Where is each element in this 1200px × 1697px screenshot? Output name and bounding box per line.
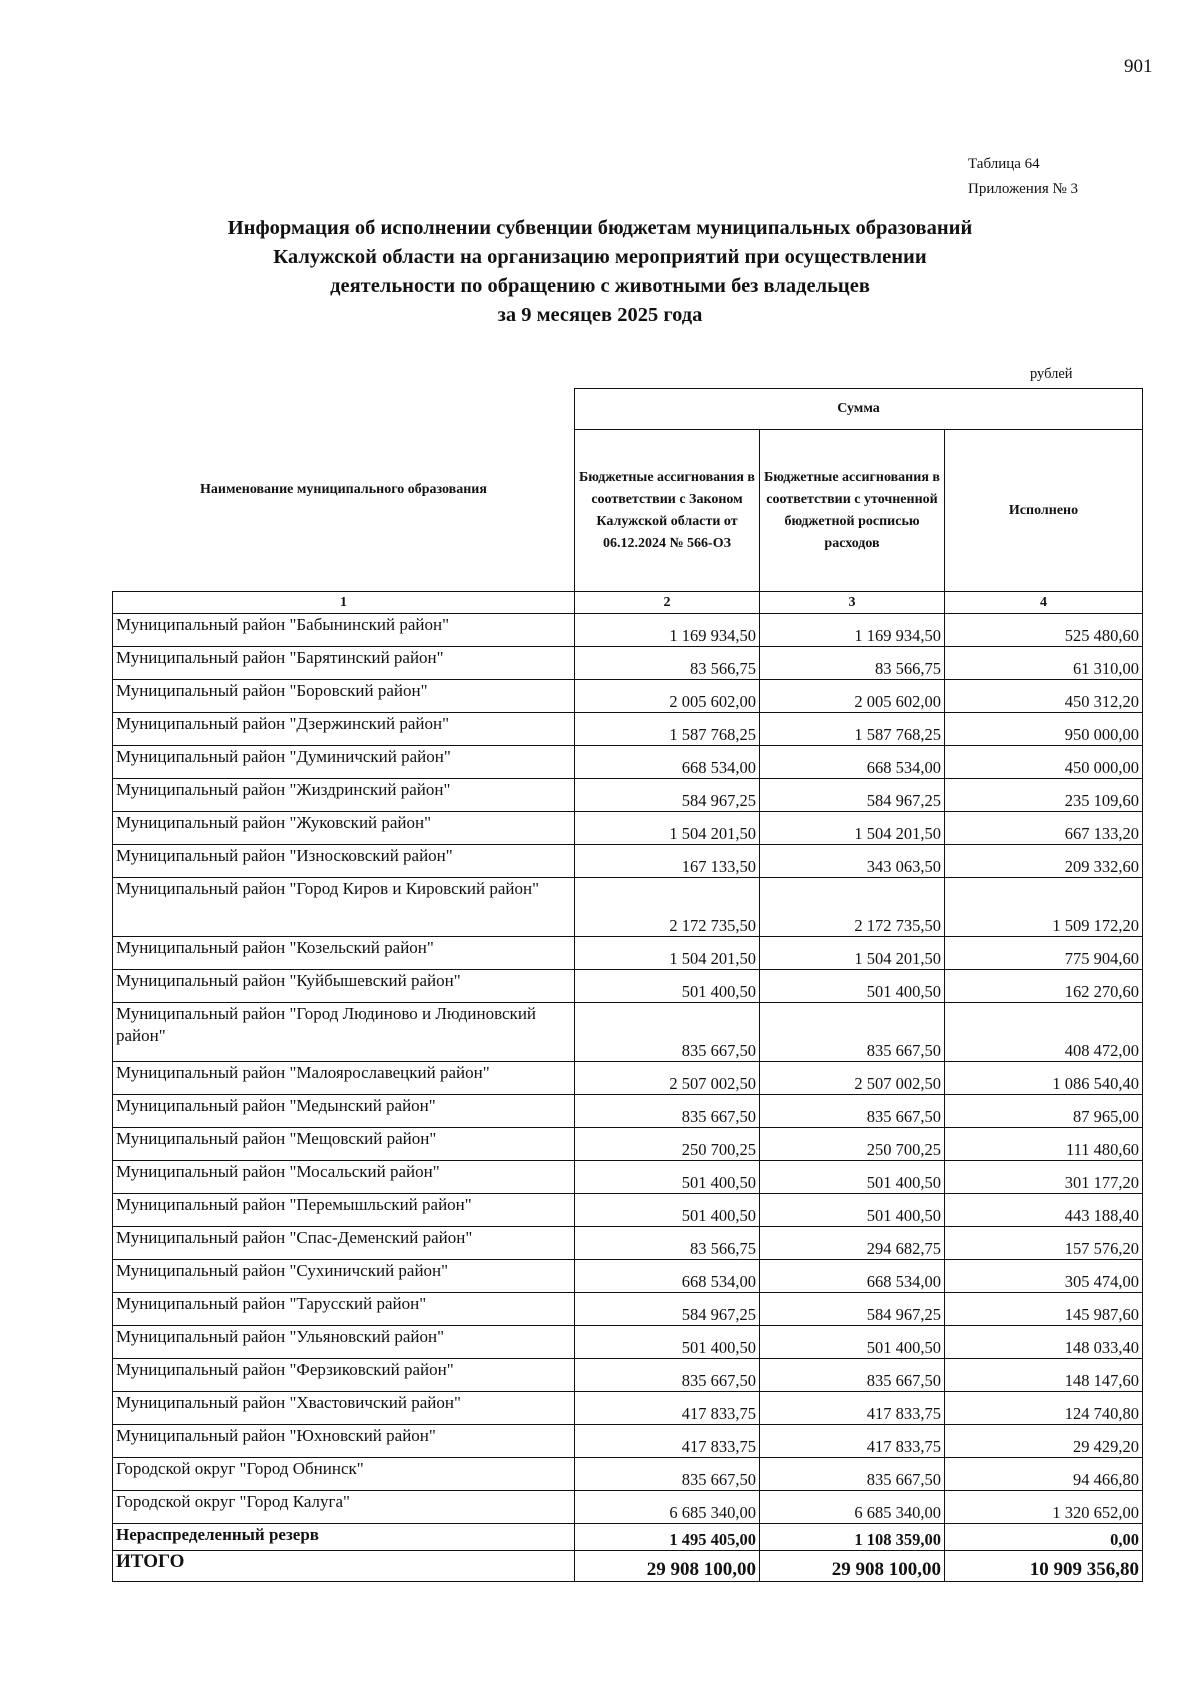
table-row	[113, 1003, 1143, 1062]
executed-value: 87 965,00	[945, 1095, 1143, 1128]
executed-value: 157 576,20	[945, 1227, 1143, 1260]
municipality-name: Муниципальный район "Думиничский район"	[113, 746, 575, 779]
table-row	[113, 746, 1143, 779]
table-row	[113, 1491, 1143, 1524]
law-allocation-value: 668 534,00	[575, 746, 760, 779]
municipality-name: Муниципальный район "Куйбышевский район"	[113, 970, 575, 1003]
executed-value: 10 909 356,80	[945, 1551, 1143, 1582]
law-allocation-value: 584 967,25	[575, 779, 760, 812]
law-allocation-value: 83 566,75	[575, 1227, 760, 1260]
revised-allocation-value: 501 400,50	[760, 1194, 945, 1227]
header-name: Наименование муниципального образования	[113, 389, 575, 592]
revised-allocation-value: 501 400,50	[760, 1326, 945, 1359]
law-allocation-value: 83 566,75	[575, 647, 760, 680]
executed-value: 301 177,20	[945, 1161, 1143, 1194]
header-sum: Сумма	[575, 389, 1143, 430]
revised-allocation-value: 835 667,50	[760, 1095, 945, 1128]
law-allocation-value: 835 667,50	[575, 1095, 760, 1128]
header-executed: Исполнено	[945, 430, 1143, 592]
executed-value: 111 480,60	[945, 1128, 1143, 1161]
municipality-name: Муниципальный район "Мосальский район"	[113, 1161, 575, 1194]
table-row	[113, 1062, 1143, 1095]
revised-allocation-value: 501 400,50	[760, 1161, 945, 1194]
law-allocation-value: 501 400,50	[575, 1194, 760, 1227]
executed-value: 667 133,20	[945, 812, 1143, 845]
table-row	[113, 1095, 1143, 1128]
table-body	[113, 614, 1143, 1582]
revised-allocation-value: 417 833,75	[760, 1425, 945, 1458]
title-line: за 9 месяцев 2025 года	[497, 304, 703, 326]
law-allocation-value: 2 005 602,00	[575, 680, 760, 713]
law-allocation-value: 835 667,50	[575, 1458, 760, 1491]
revised-allocation-value: 6 685 340,00	[760, 1491, 945, 1524]
executed-value: 235 109,60	[945, 779, 1143, 812]
executed-value: 408 472,00	[945, 1003, 1143, 1062]
column-number: 1	[113, 592, 575, 614]
law-allocation-value: 501 400,50	[575, 970, 760, 1003]
revised-allocation-value: 835 667,50	[760, 1003, 945, 1062]
revised-allocation-value: 343 063,50	[760, 845, 945, 878]
header-law-allocations: Бюджетные ассигнования в соответствии с Законом Калужской области от 06.12.2024 № 566-ОЗ	[575, 430, 760, 592]
law-allocation-value: 29 908 100,00	[575, 1551, 760, 1582]
revised-allocation-value: 83 566,75	[760, 647, 945, 680]
table-row	[113, 1194, 1143, 1227]
law-allocation-value: 6 685 340,00	[575, 1491, 760, 1524]
executed-value: 124 740,80	[945, 1392, 1143, 1425]
law-allocation-value: 1 495 405,00	[575, 1524, 760, 1551]
municipality-name: ИТОГО	[113, 1551, 575, 1582]
column-number: 3	[760, 592, 945, 614]
table-row	[113, 1425, 1143, 1458]
municipality-name: Муниципальный район "Козельский район"	[113, 937, 575, 970]
municipality-name: Муниципальный район "Юхновский район"	[113, 1425, 575, 1458]
law-allocation-value: 1 504 201,50	[575, 812, 760, 845]
municipality-name: Городской округ "Город Калуга"	[113, 1491, 575, 1524]
law-allocation-value: 2 172 735,50	[575, 878, 760, 937]
subvention-table	[112, 388, 1143, 1582]
law-allocation-value: 501 400,50	[575, 1161, 760, 1194]
law-allocation-value: 835 667,50	[575, 1003, 760, 1062]
table-row	[113, 1458, 1143, 1491]
law-allocation-value: 250 700,25	[575, 1128, 760, 1161]
law-allocation-value: 167 133,50	[575, 845, 760, 878]
revised-allocation-value: 668 534,00	[760, 1260, 945, 1293]
executed-value: 1 509 172,20	[945, 878, 1143, 937]
municipality-name: Муниципальный район "Мещовский район"	[113, 1128, 575, 1161]
revised-allocation-value: 501 400,50	[760, 970, 945, 1003]
table-row	[113, 812, 1143, 845]
table-row	[113, 713, 1143, 746]
revised-allocation-value: 417 833,75	[760, 1392, 945, 1425]
header-revised-allocations: Бюджетные ассигнования в соответствии с уточненной бюджетной росписью расходов	[760, 430, 945, 592]
revised-allocation-value: 1 169 934,50	[760, 614, 945, 647]
municipality-name: Городской округ "Город Обнинск"	[113, 1458, 575, 1491]
revised-allocation-value: 1 108 359,00	[760, 1524, 945, 1551]
title-line: Калужской области на организацию мероприятий при осуществлении	[273, 246, 927, 268]
municipality-name: Муниципальный район "Дзержинский район"	[113, 713, 575, 746]
executed-value: 94 466,80	[945, 1458, 1143, 1491]
law-allocation-value: 501 400,50	[575, 1326, 760, 1359]
revised-allocation-value: 294 682,75	[760, 1227, 945, 1260]
municipality-name: Муниципальный район "Перемышльский район"	[113, 1194, 575, 1227]
table-row	[113, 614, 1143, 647]
units-label: рублей	[1030, 366, 1073, 382]
table-row	[113, 1293, 1143, 1326]
executed-value: 450 312,20	[945, 680, 1143, 713]
column-number: 4	[945, 592, 1143, 614]
municipality-name: Муниципальный район "Износковский район"	[113, 845, 575, 878]
appendix-number: Приложения № 3	[968, 181, 1079, 197]
law-allocation-value: 417 833,75	[575, 1425, 760, 1458]
municipality-name: Муниципальный район "Ферзиковский район"	[113, 1359, 575, 1392]
table-reference	[968, 152, 1078, 202]
table-row	[113, 878, 1143, 937]
municipality-name: Муниципальный район "Сухиничский район"	[113, 1260, 575, 1293]
revised-allocation-value: 2 507 002,50	[760, 1062, 945, 1095]
municipality-name: Муниципальный район "Город Киров и Кировский район"	[113, 878, 575, 937]
column-number: 2	[575, 592, 760, 614]
table-row	[113, 779, 1143, 812]
executed-value: 148 033,40	[945, 1326, 1143, 1359]
revised-allocation-value: 835 667,50	[760, 1359, 945, 1392]
law-allocation-value: 1 169 934,50	[575, 614, 760, 647]
municipality-name: Муниципальный район "Медынский район"	[113, 1095, 575, 1128]
table-number: Таблица 64	[968, 156, 1040, 172]
revised-allocation-value: 835 667,50	[760, 1458, 945, 1491]
executed-value: 29 429,20	[945, 1425, 1143, 1458]
revised-allocation-value: 2 172 735,50	[760, 878, 945, 937]
revised-allocation-value: 584 967,25	[760, 779, 945, 812]
municipality-name: Муниципальный район "Спас-Деменский район"	[113, 1227, 575, 1260]
title-line: деятельности по обращению с животными без владельцев	[330, 275, 870, 297]
executed-value: 209 332,60	[945, 845, 1143, 878]
law-allocation-value: 584 967,25	[575, 1293, 760, 1326]
revised-allocation-value: 29 908 100,00	[760, 1551, 945, 1582]
executed-value: 0,00	[945, 1524, 1143, 1551]
table-row	[113, 680, 1143, 713]
executed-value: 950 000,00	[945, 713, 1143, 746]
executed-value: 1 320 652,00	[945, 1491, 1143, 1524]
municipality-name: Муниципальный район "Ульяновский район"	[113, 1326, 575, 1359]
executed-value: 61 310,00	[945, 647, 1143, 680]
municipality-name: Муниципальный район "Город Людиново и Людиновский район"	[113, 1003, 575, 1062]
municipality-name: Муниципальный район "Малоярославецкий район"	[113, 1062, 575, 1095]
municipality-name: Нераспределенный резерв	[113, 1524, 575, 1551]
document-title	[150, 214, 1050, 330]
municipality-name: Муниципальный район "Жуковский район"	[113, 812, 575, 845]
table-row	[113, 1227, 1143, 1260]
table-row	[113, 1161, 1143, 1194]
table-row	[113, 1524, 1143, 1551]
table-row	[113, 845, 1143, 878]
title-line: Информация об исполнении субвенции бюджетам муниципальных образований	[227, 217, 973, 239]
executed-value: 443 188,40	[945, 1194, 1143, 1227]
table-row	[113, 1326, 1143, 1359]
law-allocation-value: 1 504 201,50	[575, 937, 760, 970]
law-allocation-value: 668 534,00	[575, 1260, 760, 1293]
revised-allocation-value: 1 504 201,50	[760, 937, 945, 970]
revised-allocation-value: 2 005 602,00	[760, 680, 945, 713]
table-row	[113, 1359, 1143, 1392]
executed-value: 525 480,60	[945, 614, 1143, 647]
municipality-name: Муниципальный район "Бабынинский район"	[113, 614, 575, 647]
revised-allocation-value: 250 700,25	[760, 1128, 945, 1161]
executed-value: 450 000,00	[945, 746, 1143, 779]
executed-value: 145 987,60	[945, 1293, 1143, 1326]
executed-value: 775 904,60	[945, 937, 1143, 970]
municipality-name: Муниципальный район "Тарусский район"	[113, 1293, 575, 1326]
executed-value: 148 147,60	[945, 1359, 1143, 1392]
municipality-name: Муниципальный район "Барятинский район"	[113, 647, 575, 680]
law-allocation-value: 835 667,50	[575, 1359, 760, 1392]
law-allocation-value: 1 587 768,25	[575, 713, 760, 746]
table-row	[113, 970, 1143, 1003]
table-row	[113, 1551, 1143, 1582]
municipality-name: Муниципальный район "Жиздринский район"	[113, 779, 575, 812]
table-row	[113, 1128, 1143, 1161]
law-allocation-value: 2 507 002,50	[575, 1062, 760, 1095]
revised-allocation-value: 1 587 768,25	[760, 713, 945, 746]
municipality-name: Муниципальный район "Хвастовичский район"	[113, 1392, 575, 1425]
table-row	[113, 647, 1143, 680]
municipality-name: Муниципальный район "Боровский район"	[113, 680, 575, 713]
table-row	[113, 1392, 1143, 1425]
executed-value: 1 086 540,40	[945, 1062, 1143, 1095]
executed-value: 162 270,60	[945, 970, 1143, 1003]
page-number: 901	[1124, 56, 1153, 77]
revised-allocation-value: 1 504 201,50	[760, 812, 945, 845]
law-allocation-value: 417 833,75	[575, 1392, 760, 1425]
table-row	[113, 937, 1143, 970]
executed-value: 305 474,00	[945, 1260, 1143, 1293]
table-row	[113, 1260, 1143, 1293]
revised-allocation-value: 584 967,25	[760, 1293, 945, 1326]
revised-allocation-value: 668 534,00	[760, 746, 945, 779]
